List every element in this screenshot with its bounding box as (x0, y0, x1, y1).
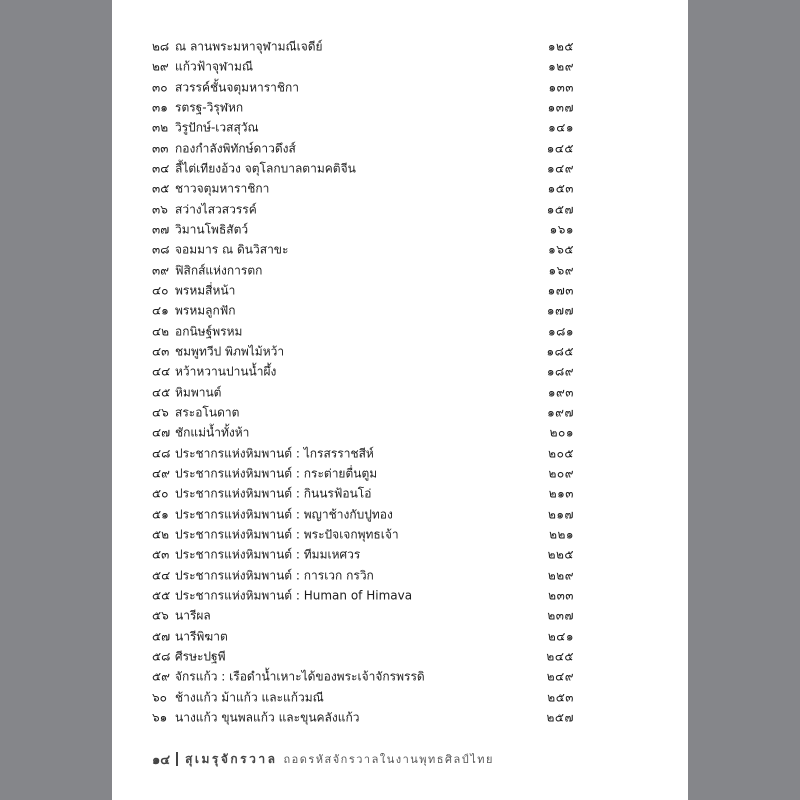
toc-entry-title: ประชากรแห่งหิมพานต์ : พระปัจเจกพุทธเจ้า (175, 527, 399, 542)
toc-entry-number: ๓๖ (152, 202, 168, 217)
toc-entry-title: ช้างแก้ว ม้าแก้ว และแก้วมณี (175, 690, 324, 705)
toc-entry-title: ประชากรแห่งหิมพานต์ : ไกรสรราชสีห์ (175, 446, 374, 461)
toc-entry (112, 606, 688, 626)
toc-entry-page: ๑๔๕ (546, 141, 574, 156)
toc-entry (112, 667, 688, 687)
toc-entry (112, 78, 688, 98)
toc-entry-title: สว่างไสวสวรรค์ (175, 202, 257, 217)
toc-entry-number: ๓๔ (152, 161, 170, 176)
toc-entry-page: ๑๖๕ (548, 242, 574, 257)
footer-subtitle: ถอดรหัสจักรวาลในงานพุทธศิลป์ไทย (283, 753, 494, 766)
toc-entry-title: จอมมาร ณ ดินวิสาขะ (175, 242, 289, 257)
toc-entry-title: ณ ลานพระมหาจุฬามณีเจดีย์ (175, 39, 323, 54)
toc-entry-page: ๑๙๗ (547, 405, 574, 420)
toc-entry (112, 444, 688, 464)
toc-entry (112, 240, 688, 260)
toc-entry-title: นารีพิฆาต (175, 629, 228, 644)
toc-entry-title: อกนิษฐ์พรหม (175, 324, 243, 339)
toc-entry-number: ๔๒ (152, 324, 169, 339)
toc-entry (112, 484, 688, 504)
toc-entry (112, 566, 688, 586)
toc-entry-title: สวรรค์ชั้นจตุมหาราชิกา (175, 80, 300, 95)
toc-entry-number: ๔๙ (152, 466, 170, 481)
toc-entry-page: ๑๗๓ (547, 283, 574, 298)
toc-entry-page: ๒๓๓ (548, 588, 574, 603)
toc-entry (112, 423, 688, 443)
toc-entry-page: ๑๓๗ (547, 100, 574, 115)
toc-entry-number: ๕๕ (152, 588, 171, 603)
toc-entry (112, 342, 688, 362)
toc-entry-number: ๔๓ (152, 344, 170, 359)
toc-entry-title: กองกำลังพิทักษ์ดาวดึงส์ (175, 141, 296, 156)
toc-entry-number: ๕๓ (152, 547, 170, 562)
toc-entry-page: ๑๙๓ (547, 385, 574, 400)
toc-entry (112, 586, 688, 606)
toc-entry (112, 261, 688, 281)
toc-entry-number: ๔๖ (152, 405, 169, 420)
toc-entry-number: ๖๐ (152, 690, 167, 705)
toc-entry (112, 220, 688, 240)
toc-entry-page: ๒๐๑ (549, 425, 574, 440)
toc-entry-number: ๓๐ (152, 80, 168, 95)
toc-entry-number: ๔๘ (152, 446, 171, 461)
toc-entry-number: ๓๒ (152, 120, 169, 135)
toc-entry (112, 688, 688, 708)
page-footer (152, 748, 494, 770)
toc-entry-title: พรหมลูกฟัก (175, 303, 236, 318)
toc-entry-number: ๔๗ (152, 425, 171, 440)
toc-entry-page: ๑๘๕ (546, 344, 574, 359)
toc-entry (112, 708, 688, 728)
toc-entry-page: ๒๒๙ (547, 568, 574, 583)
toc-entry-number: ๓๕ (152, 181, 170, 196)
toc-entry-number: ๓๓ (152, 141, 169, 156)
toc-entry-page: ๒๓๗ (547, 608, 574, 623)
toc-entry-number: ๕๘ (152, 649, 171, 664)
toc-entry-number: ๔๕ (152, 385, 171, 400)
toc-entry-title: ประชากรแห่งหิมพานต์ : พญาช้างกับปูทอง (175, 507, 393, 522)
toc-entry-title: วิรูปักษ์-เวสสุวัณ (175, 120, 259, 135)
toc-entry-title: นางแก้ว ขุนพลแก้ว และขุนคลังแก้ว (175, 710, 360, 725)
toc-entry (112, 159, 688, 179)
toc-entry-title: ประชากรแห่งหิมพานต์ : การเวก กรวิก (175, 568, 374, 583)
toc-entry-title: ประชากรแห่งหิมพานต์ : กินนรฟ้อนโอ่ (175, 486, 372, 501)
toc-entry-title: ชาวจตุมหาราชิกา (175, 181, 270, 196)
toc-entry-title: นารีผล (175, 608, 211, 623)
toc-entry-page: ๑๖๑ (549, 222, 574, 237)
toc-entry-page: ๑๒๕ (547, 39, 574, 54)
toc-entry (112, 383, 688, 403)
toc-entry-number: ๕๔ (152, 568, 171, 583)
toc-entry-page: ๒๕๗ (546, 710, 574, 725)
toc-entry-page: ๑๓๓ (548, 80, 574, 95)
toc-entry-number: ๒๙ (152, 59, 169, 74)
toc-entry-page: ๑๔๙ (547, 161, 574, 176)
toc-entry-page: ๒๕๓ (547, 690, 574, 705)
toc-entry (112, 281, 688, 301)
toc-entry-number: ๔๐ (152, 283, 169, 298)
toc-entry-page: ๑๖๙ (548, 263, 574, 278)
toc-entry (112, 98, 688, 118)
toc-entry-page: ๒๔๕ (546, 649, 574, 664)
toc-entry (112, 118, 688, 138)
toc-entry-number: ๕๒ (152, 527, 169, 542)
toc-entry-page: ๑๘๙ (546, 364, 574, 379)
toc-entry-title: ชักแม่น้ำทั้งห้า (175, 425, 250, 440)
toc-entry-number: ๓๗ (152, 222, 170, 237)
toc-entry-page: ๒๐๙ (548, 466, 574, 481)
toc-entry-page: ๑๕๗ (546, 202, 574, 217)
toc-entry (112, 37, 688, 57)
toc-entry-title: ประชากรแห่งหิมพานต์ : กระต่ายตื่นตูม (175, 466, 378, 481)
toc-entry-number: ๒๘ (152, 39, 170, 54)
toc-entry (112, 179, 688, 199)
toc-entry-title: หิมพานต์ (175, 385, 222, 400)
toc-entry-number: ๕๐ (152, 486, 169, 501)
footer-separator (176, 752, 178, 766)
table-of-contents (112, 37, 688, 728)
toc-entry (112, 525, 688, 545)
toc-entry (112, 505, 688, 525)
toc-entry-number: ๕๙ (152, 669, 170, 684)
toc-entry-title: แก้วฟ้าจุฬามณี (175, 59, 253, 74)
toc-entry-number: ๓๘ (152, 242, 170, 257)
toc-entry-number: ๕๗ (152, 629, 171, 644)
toc-entry-title: ประชากรแห่งหิมพานต์ : Human of Himava (175, 588, 413, 603)
toc-entry-page: ๑๒๙ (548, 59, 574, 74)
toc-entry-page: ๒๒๕ (547, 547, 574, 562)
footer-page-number: ๑๔ (152, 752, 171, 768)
toc-entry-number: ๔๔ (152, 364, 171, 379)
toc-entry-title: ลี้ไต่เทียงอ้วง จตุโลกบาลตามคติจีน (175, 161, 356, 176)
toc-entry-page: ๒๑๗ (547, 507, 574, 522)
toc-entry-title: ชมพูทวีป พิภพไม้หว้า (175, 344, 285, 359)
toc-entry (112, 545, 688, 565)
toc-entry-title: วิมานโพธิสัตว์ (175, 222, 249, 237)
toc-entry-number: ๖๑ (152, 710, 168, 725)
toc-entry-page: ๑๕๓ (547, 181, 574, 196)
toc-entry-page: ๒๒๑ (549, 527, 574, 542)
toc-entry-number: ๕๑ (152, 507, 169, 522)
toc-entry-title: สระอโนดาต (175, 405, 240, 420)
toc-entry-title: รตรฐ-วิรุฬหก (175, 100, 244, 115)
toc-entry-number: ๕๖ (152, 608, 169, 623)
toc-entry-number: ๔๑ (152, 303, 169, 318)
toc-entry-page: ๑๘๑ (548, 324, 574, 339)
toc-entry-number: ๓๙ (152, 263, 169, 278)
toc-entry (112, 647, 688, 667)
toc-entry-number: ๓๑ (152, 100, 168, 115)
toc-entry (112, 464, 688, 484)
book-page (112, 0, 688, 800)
toc-entry (112, 57, 688, 77)
toc-entry-title: ฟิสิกส์แห่งการตก (175, 263, 263, 278)
toc-entry-page: ๒๔๙ (546, 669, 574, 684)
toc-entry-title: พรหมสี่หน้า (175, 283, 236, 298)
toc-entry (112, 322, 688, 342)
toc-entry (112, 403, 688, 423)
footer-book-title: สุเมรุจักรวาล (185, 751, 278, 766)
toc-entry-title: ศีรษะปฐพี (175, 649, 226, 664)
toc-entry-title: จักรแก้ว : เรือดำน้ำเหาะได้ของพระเจ้าจักรพรรดิ (175, 669, 425, 684)
toc-entry-page: ๒๔๑ (547, 629, 574, 644)
toc-entry (112, 200, 688, 220)
toc-entry (112, 301, 688, 321)
toc-entry (112, 139, 688, 159)
toc-entry-page: ๑๔๑ (548, 120, 574, 135)
toc-entry-title: หว้าหวานปานน้ำผึ้ง (175, 364, 277, 379)
toc-entry (112, 627, 688, 647)
toc-entry-page: ๑๗๗ (546, 303, 574, 318)
toc-entry-title: ประชากรแห่งหิมพานต์ : ทีมมเหศวร (175, 547, 361, 562)
toc-entry-page: ๒๐๕ (548, 446, 574, 461)
toc-entry (112, 362, 688, 382)
toc-entry-page: ๒๑๓ (548, 486, 574, 501)
